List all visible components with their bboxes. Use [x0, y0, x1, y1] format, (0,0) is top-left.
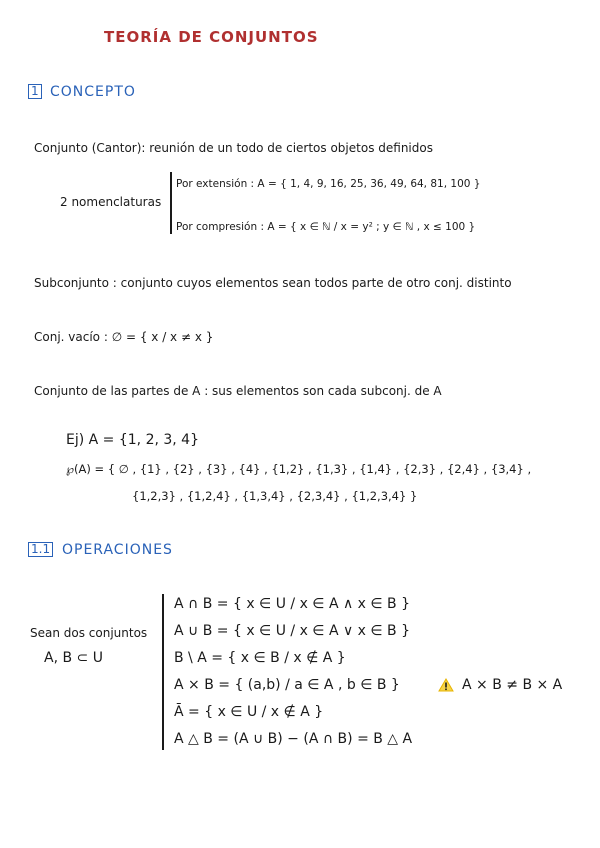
vacio-definition: Conj. vacío : ∅ = { x / x ≠ x }	[34, 330, 214, 344]
op-diferencia-simetrica: A △ B = (A ∪ B) − (A ∩ B) = B △ A	[174, 731, 413, 747]
note-product-not-commutative: A × B ≠ B × A	[462, 677, 563, 693]
comprension-definition: Por compresión : A = { x ∈ ℕ / x = y² ; y ∈ ℕ , x ≤ 100 }	[176, 221, 476, 233]
section-number: 1	[28, 84, 42, 99]
extension-definition: Por extensión : A = { 1, 4, 9, 16, 25, 36, 49, 64, 81, 100 }	[176, 178, 481, 190]
section-number: 1.1	[28, 542, 53, 557]
example-line-3: {1,2,3} , {1,2,4} , {1,3,4} , {2,3,4} , {1,2,3,4} }	[132, 489, 418, 503]
op-complemento: Ā = { x ∈ U / x ∉ A }	[174, 704, 324, 720]
op-diferencia: B \ A = { x ∈ B / x ∉ A }	[174, 650, 346, 666]
partes-definition: Conjunto de las partes de A : sus elementos son cada subconj. de A	[34, 384, 442, 398]
section-title: OPERACIONES	[62, 542, 173, 558]
page-title: TEORÍA DE CONJUNTOS	[104, 28, 319, 46]
example-line-1: Ej) A = {1, 2, 3, 4}	[66, 432, 199, 448]
op-producto: A × B = { (a,b) / a ∈ A , b ∈ B }	[174, 677, 400, 693]
ab-subset-label: A, B ⊂ U	[44, 650, 103, 666]
conjunto-definition: Conjunto (Cantor): reunión de un todo de ciertos objetos definidos	[34, 141, 433, 155]
example-line-2: ℘(A) = { ∅ , {1} , {2} , {3} , {4} , {1,2} , {1,3} , {1,4} , {2,3} , {2,4} , {3,4} ,	[66, 462, 532, 476]
subconjunto-definition: Subconjunto : conjunto cuyos elementos sean todos parte de otro conj. distinto	[34, 276, 512, 290]
warning-icon	[438, 678, 454, 692]
section-title: CONCEPTO	[50, 84, 136, 100]
op-interseccion: A ∩ B = { x ∈ U / x ∈ A ∧ x ∈ B }	[174, 596, 411, 612]
nomenclatura-bracket	[170, 172, 172, 234]
operations-bracket	[162, 594, 164, 750]
sean-label: Sean dos conjuntos	[30, 626, 148, 640]
op-union: A ∪ B = { x ∈ U / x ∈ A ∨ x ∈ B }	[174, 623, 411, 639]
nomenclaturas-label: 2 nomenclaturas	[60, 195, 162, 209]
